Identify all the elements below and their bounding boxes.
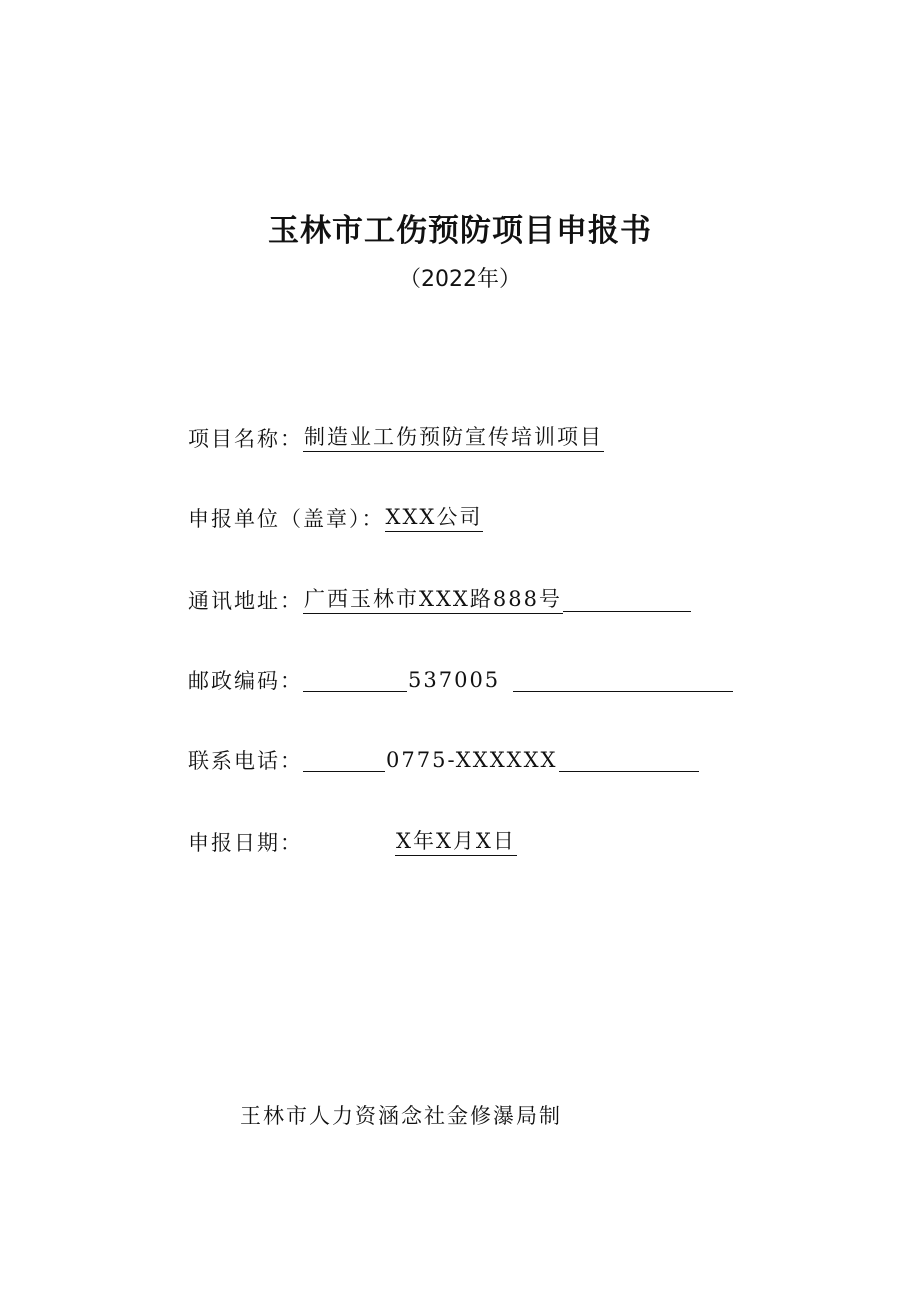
document-title: 玉林市工伤预防项目申报书 xyxy=(268,213,652,249)
phone-blank-line-right xyxy=(559,770,699,772)
address-row xyxy=(188,582,691,614)
postal-code-label: 邮政编码： xyxy=(188,668,303,693)
address-blank-line xyxy=(563,610,691,612)
date-value[interactable]: X年X月X日 xyxy=(395,829,517,856)
applicant-row xyxy=(188,500,483,532)
postal-code-blank-line-left xyxy=(303,690,407,692)
project-name-row xyxy=(188,420,604,452)
project-name-value[interactable]: 制造业工伤预防宣传培训项目 xyxy=(303,425,604,452)
address-value[interactable]: 广西玉林市XXX路888号 xyxy=(303,587,563,614)
issuing-authority: 王林市人力资涵念社金修瀑局制 xyxy=(240,1104,562,1128)
phone-row xyxy=(188,742,699,774)
project-name-label: 项目名称： xyxy=(188,426,303,451)
address-label: 通讯地址： xyxy=(188,588,303,613)
document-year: （2022年） xyxy=(399,267,521,292)
postal-code-blank-line-right xyxy=(513,690,733,692)
applicant-value[interactable]: XXX公司 xyxy=(385,505,484,532)
date-label: 申报日期： xyxy=(188,830,303,855)
phone-label: 联系电话： xyxy=(188,748,303,773)
phone-value[interactable]: 0775-XXXXXX xyxy=(386,747,558,772)
postal-code-row xyxy=(188,662,733,694)
phone-blank-line-left xyxy=(303,770,385,772)
postal-code-value[interactable]: 537005 xyxy=(408,667,501,692)
date-row xyxy=(188,824,517,856)
applicant-label: 申报单位（盖章）： xyxy=(188,506,385,531)
